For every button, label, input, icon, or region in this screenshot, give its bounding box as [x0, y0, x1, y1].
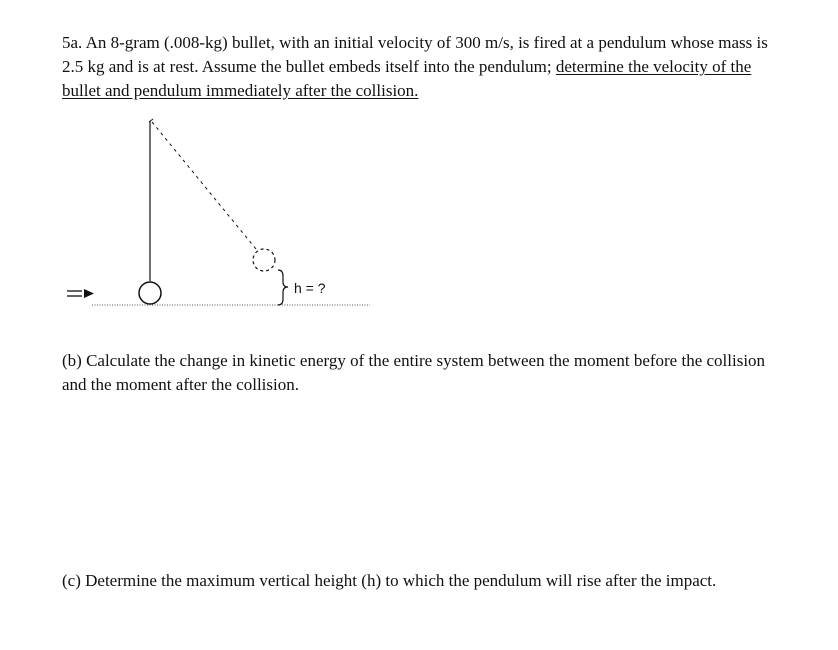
height-label: h = ?	[294, 280, 326, 296]
pendulum-bob	[139, 282, 161, 304]
bullet-icon	[67, 289, 94, 298]
swung-bob-dashed	[253, 249, 275, 271]
question-c: (c) Determine the maximum vertical height (h) to which the pendulum will rise after the impact.	[62, 571, 717, 590]
question-b: (b) Calculate the change in kinetic energy of the entire system between the moment before the collision and the moment after the collision.	[62, 351, 766, 394]
swung-string-dashed	[152, 122, 256, 249]
question-5a-underlined-task: determine the velocity of the bullet and pendulum immediately after the collision.	[62, 57, 752, 100]
height-brace	[278, 270, 288, 305]
question-5a-text: 5a. An 8-gram (.008-kg) bullet, with an initial velocity of 300 m/s, is fired at a pendulum whose mass is 2.5 kg and is at rest. Assume the bullet embeds itself into the pendulum;	[62, 33, 768, 76]
